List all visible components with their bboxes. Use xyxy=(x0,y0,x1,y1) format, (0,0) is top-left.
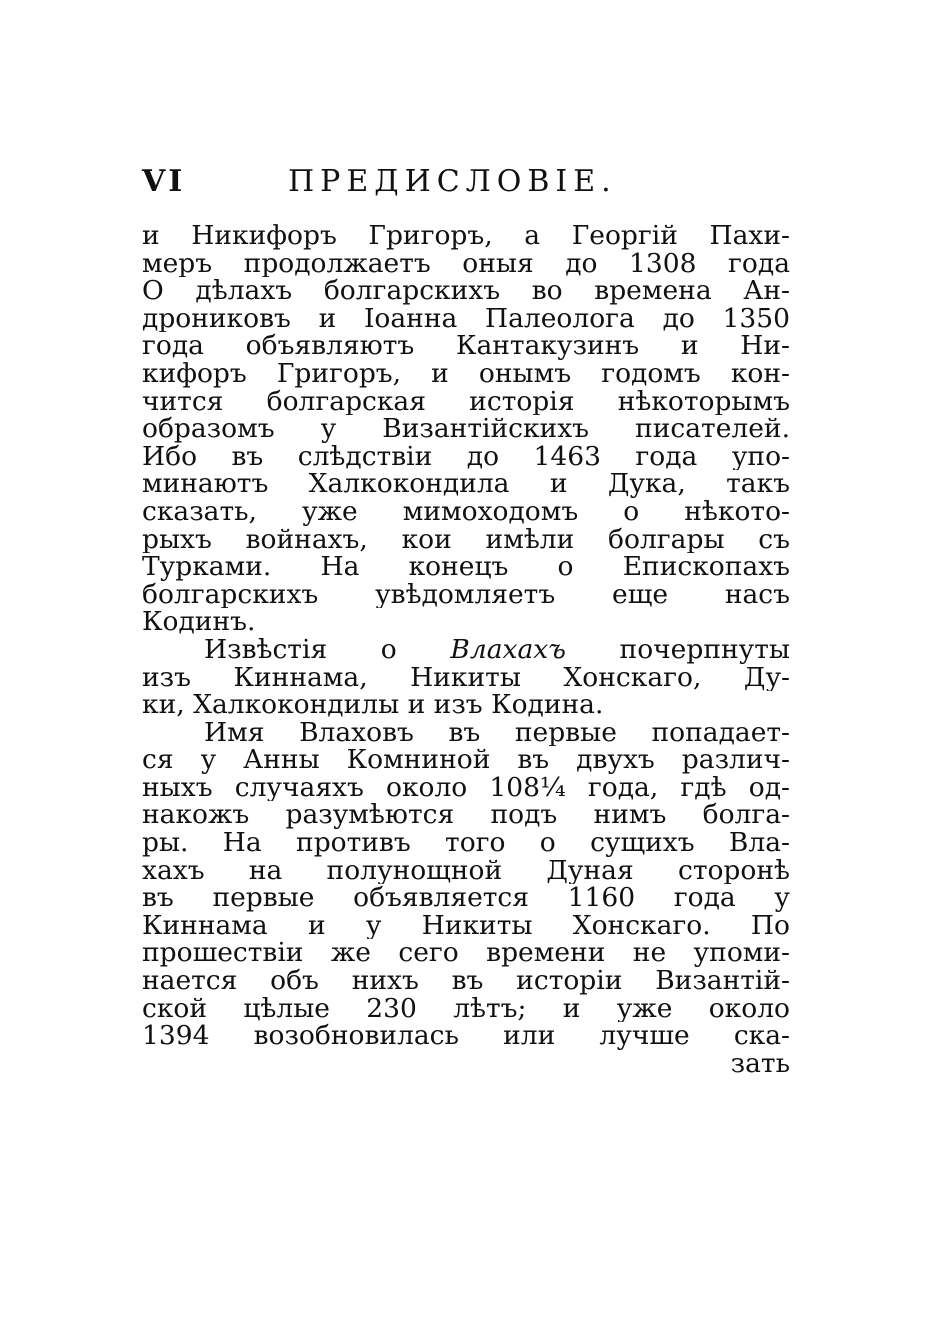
text-line: года объявляютъ Кантакузинъ и Ни- xyxy=(142,332,790,360)
text-line: и Никифоръ Григоръ, а Георгій Пахи- xyxy=(142,222,790,250)
body-text xyxy=(142,222,790,1077)
text-line: въ первые объявляется 1160 года у xyxy=(142,884,790,912)
text-line: 1394 возобновилась или лучше ска- xyxy=(142,1022,790,1050)
text-line xyxy=(142,636,790,664)
text-line: Турками. На конецъ о Епископахъ xyxy=(142,553,790,581)
text-line: сказать, уже мимоходомъ о нѣкото- xyxy=(142,497,790,526)
page-number: VI xyxy=(142,164,186,199)
text-line: ки, Халкокондилы и изъ Кодина. xyxy=(142,691,604,719)
catchword: зать xyxy=(730,1049,790,1078)
text-line: ской цѣлые 230 лѣтъ; и уже около xyxy=(142,994,790,1023)
text-segment: почерпнуты xyxy=(565,635,790,664)
text-line: нается объ нихъ въ исторіи Византій- xyxy=(142,967,790,995)
running-title: ПРЕДИСЛОВІЕ. xyxy=(288,164,617,199)
text-line: накожъ разумѣются подъ нимъ болга- xyxy=(142,801,790,830)
text-line: ся у Анны Комниной въ двухъ различ- xyxy=(142,746,790,774)
text-line: ныхъ случаяхъ около 108¼ года, гдѣ од- xyxy=(142,773,790,802)
text-line: О дѣлахъ болгарскихъ во времена Ан- xyxy=(142,277,790,305)
text-line: кифоръ Григоръ, и онымъ годомъ кон- xyxy=(142,359,790,388)
text-line: болгарскихъ увѣдомляетъ еще насъ xyxy=(142,580,790,609)
text-line: изъ Киннама, Никиты Хонскаго, Ду- xyxy=(142,663,790,692)
italic-term: Влахахъ xyxy=(450,635,566,664)
text-segment: Извѣстія о xyxy=(204,635,451,664)
text-line: Киннама и у Никиты Хонскаго. По xyxy=(142,911,790,940)
text-line: ры. На противъ того о сущихъ Вла- xyxy=(142,829,790,857)
text-line: меръ продолжаетъ оныя до 1308 года xyxy=(142,249,790,278)
text-line: прошествіи же сего времени не упоми- xyxy=(142,939,790,968)
text-line: хахъ на полунощной Дуная сторонѣ xyxy=(142,856,790,885)
text-line: рыхъ войнахъ, кои имѣли болгары съ xyxy=(142,525,790,554)
page-header xyxy=(142,164,802,208)
text-line: минаютъ Халкокондила и Дука, такъ xyxy=(142,470,790,498)
text-line: Имя Влаховъ въ первые попадает- xyxy=(204,718,790,747)
text-line: Ибо въ слѣдствіи до 1463 года упо- xyxy=(142,442,790,471)
text-line: образомъ у Византійскихъ писателей. xyxy=(142,415,790,443)
text-line: дрониковъ и Іоанна Палеолога до 1350 xyxy=(142,304,790,333)
text-line: Кодинъ. xyxy=(142,608,256,636)
text-line: чится болгарская исторія нѣкоторымъ xyxy=(142,387,790,416)
